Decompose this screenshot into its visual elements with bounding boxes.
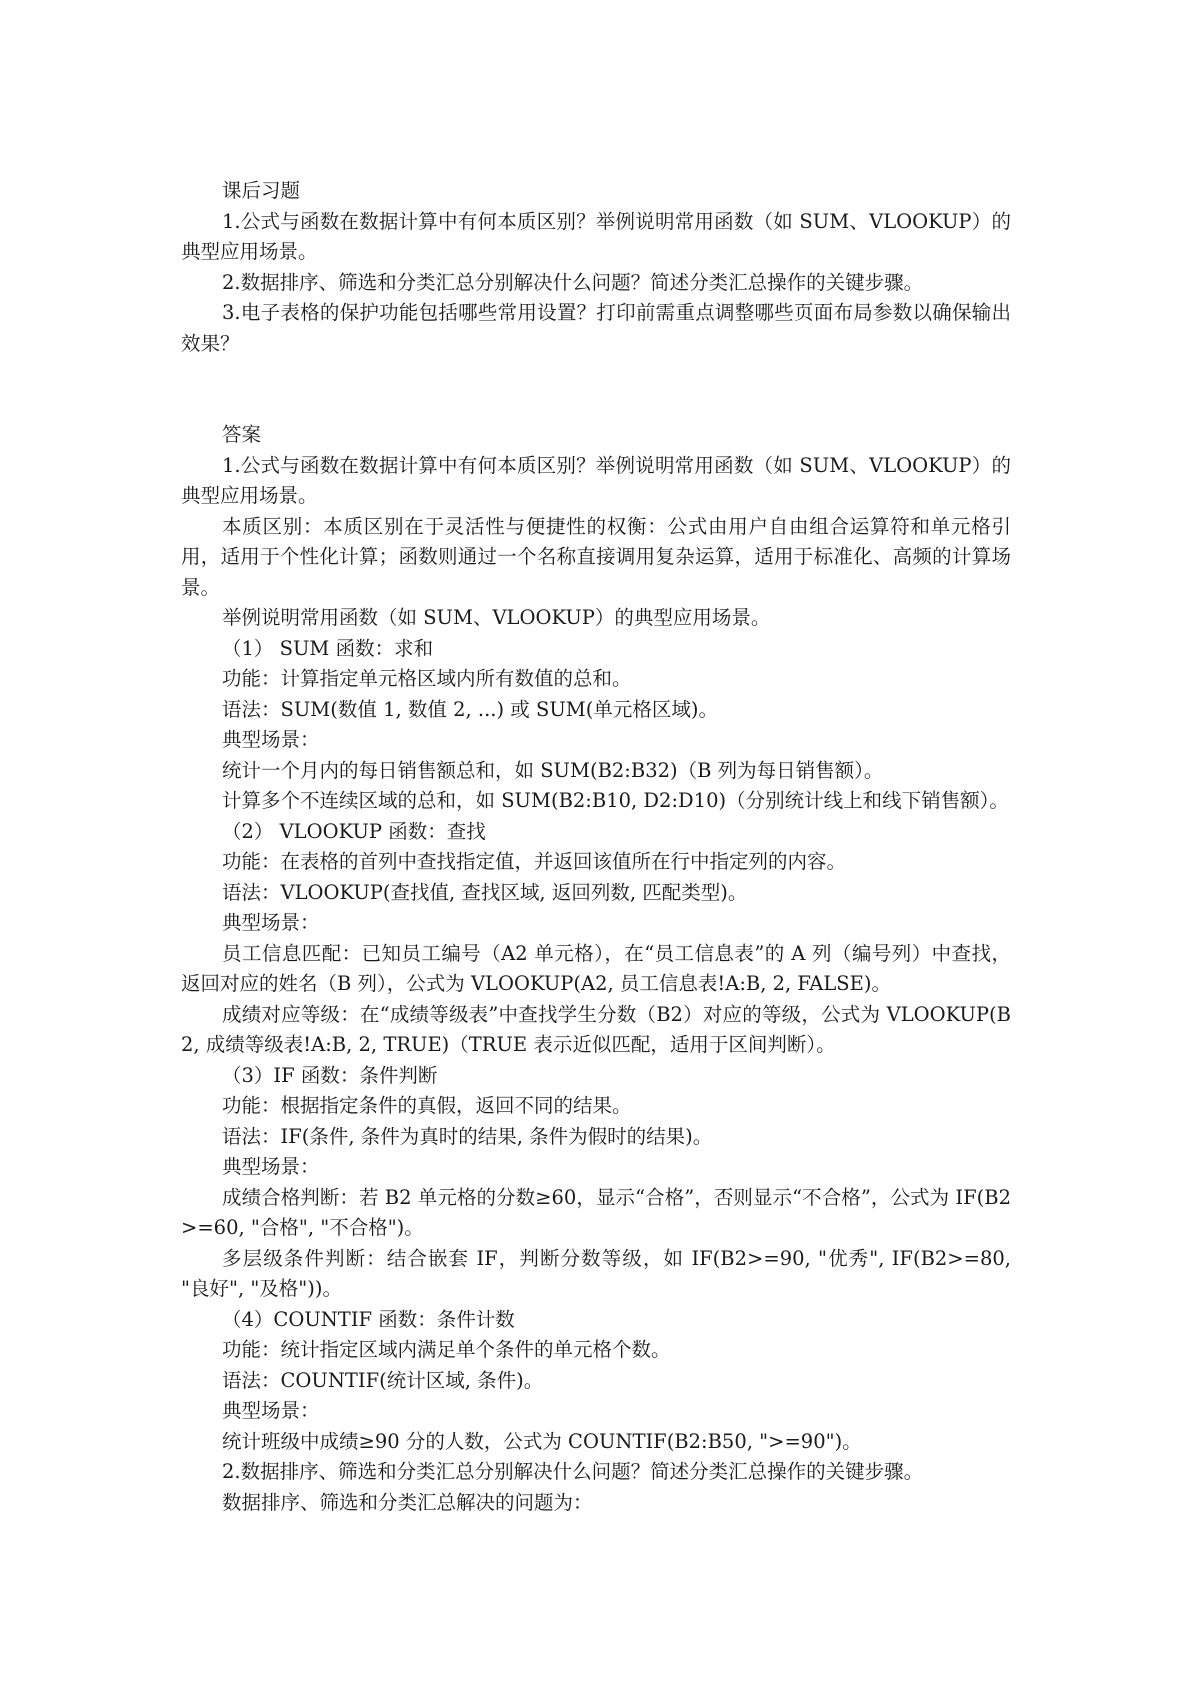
section-gap xyxy=(181,359,1011,420)
sum-heading: （1） SUM 函数：求和 xyxy=(222,636,434,660)
vlookup-scene-label: 典型场景： xyxy=(222,911,320,934)
answer-question-2: 2.数据排序、筛选和分类汇总分别解决什么问题？简述分类汇总操作的关键步骤。 xyxy=(222,1460,924,1483)
answer-question-1: 1.公式与函数在数据计算中有何本质区别？举例说明常用函数（如 SUM、VLOOKUP）的典型应用场景。 xyxy=(181,453,1011,507)
countif-function: 功能：统计指定区域内满足单个条件的单元格个数。 xyxy=(222,1338,671,1361)
sum-syntax: 语法：SUM(数值 1, 数值 2, ...) 或 SUM(单元格区域)。 xyxy=(222,697,718,721)
exercise-question-2: 2.数据排序、筛选和分类汇总分别解决什么问题？简述分类汇总操作的关键步骤。 xyxy=(222,270,924,294)
exercise-question-1: 1.公式与函数在数据计算中有何本质区别？举例说明常用函数（如 SUM、VLOOKUP）的典型应用场景。 xyxy=(181,209,1011,263)
document-body xyxy=(181,176,1011,1518)
answers-title: 答案 xyxy=(222,423,262,446)
question-2-intro: 数据排序、筛选和分类汇总解决的问题为： xyxy=(222,1490,593,1514)
sum-function: 功能：计算指定单元格区域内所有数值的总和。 xyxy=(222,667,632,690)
examples-intro: 举例说明常用函数（如 SUM、VLOOKUP）的典型应用场景。 xyxy=(222,606,771,629)
vlookup-function: 功能：在表格的首列中查找指定值，并返回该值所在行中指定列的内容。 xyxy=(222,850,847,873)
countif-scene-label: 典型场景： xyxy=(222,1399,320,1422)
if-scene-1: 成绩合格判断：若 B2 单元格的分数≥60，显示“合格”，否则显示“不合格”，公式为 IF(B2>=60, "合格", "不合格")。 xyxy=(181,1185,1011,1239)
countif-heading: （4）COUNTIF 函数：条件计数 xyxy=(222,1307,515,1331)
sum-scene-label: 典型场景： xyxy=(222,728,320,751)
sum-scene-2: 计算多个不连续区域的总和，如 SUM(B2:B10, D2:D10)（分别统计线上和线下销售额）。 xyxy=(222,789,1009,812)
vlookup-syntax: 语法：VLOOKUP(查找值, 查找区域, 返回列数, 匹配类型)。 xyxy=(222,880,748,904)
essence-paragraph: 本质区别：本质区别在于灵活性与便捷性的权衡：公式由用户自由组合运算符和单元格引用，适用于个性化计算；函数则通过一个名称直接调用复杂运算，适用于标准化、高频的计算场景。 xyxy=(181,514,1011,599)
sum-scene-1: 统计一个月内的每日销售额总和，如 SUM(B2:B32)（B 列为每日销售额）。 xyxy=(222,758,884,782)
vlookup-scene-1: 员工信息匹配：已知员工编号（A2 单元格），在“员工信息表”的 A 列（编号列）中查找，返回对应的姓名（B 列），公式为 VLOOKUP(A2, 员工信息表!A:B, 2, FALSE)。 xyxy=(181,941,1011,995)
vlookup-scene-2: 成绩对应等级：在“成绩等级表”中查找学生分数（B2）对应的等级，公式为 VLOOKUP(B2, 成绩等级表!A:B, 2, TRUE)（TRUE 表示近似匹配，适用于区间判断）。 xyxy=(181,1002,1011,1056)
exercise-question-3: 3.电子表格的保护功能包括哪些常用设置？打印前需重点调整哪些页面布局参数以确保输出效果？ xyxy=(181,301,1011,355)
if-function: 功能：根据指定条件的真假，返回不同的结果。 xyxy=(222,1094,632,1117)
if-syntax: 语法：IF(条件, 条件为真时的结果, 条件为假时的结果)。 xyxy=(222,1124,713,1148)
exercises-title: 课后习题 xyxy=(222,179,301,202)
countif-syntax: 语法：COUNTIF(统计区域, 条件)。 xyxy=(222,1368,544,1392)
if-scene-2: 多层级条件判断：结合嵌套 IF，判断分数等级，如 IF(B2>=90, "优秀", IF(B2>=80, "良好", "及格"))。 xyxy=(181,1246,1011,1300)
countif-scene-1: 统计班级中成绩≥90 分的人数，公式为 COUNTIF(B2:B50, ">=90")。 xyxy=(222,1429,862,1453)
vlookup-heading: （2） VLOOKUP 函数：查找 xyxy=(222,819,486,843)
if-scene-label: 典型场景： xyxy=(222,1155,320,1178)
if-heading: （3）IF 函数：条件判断 xyxy=(222,1063,438,1087)
